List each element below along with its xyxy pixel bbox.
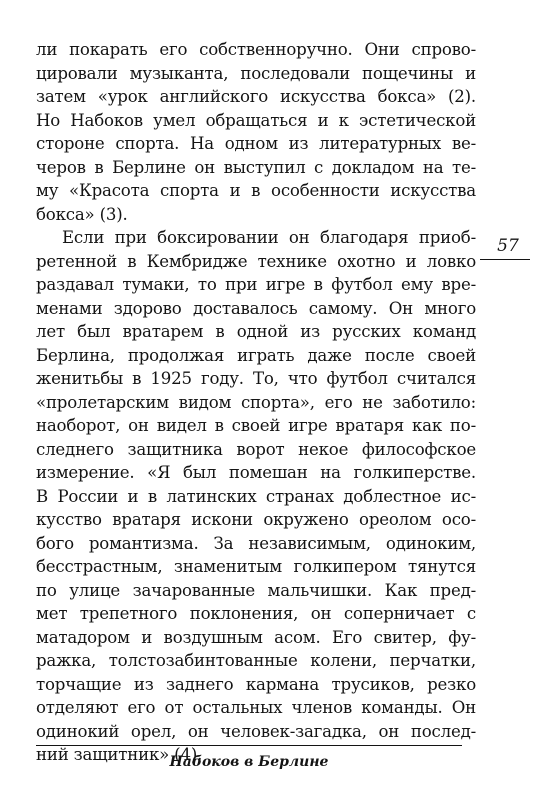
text-line: Берлина, продолжая играть даже после своей: [36, 345, 476, 365]
text-line: бокса» (3).: [36, 204, 128, 224]
text-line: «пролетарским видом спорта», его не заботило:: [36, 392, 476, 412]
text-line: отделяют его от остальных членов команды. Он: [36, 698, 476, 717]
text-line: женитьбы в 1925 году. То, что футбол считался: [36, 369, 476, 388]
paragraph-2: [36, 226, 476, 767]
text-line: раздавал тумаки, то при игре в футбол ему вре-: [36, 275, 476, 294]
text-line: следнего защитника ворот некое философское: [36, 439, 476, 459]
page-number-rule: [480, 259, 530, 260]
text-line: одинокий орел, он человек-загадка, он послед-: [36, 721, 476, 741]
text-line: бесстрастным, знаменитым голкипером тянутся: [36, 557, 476, 576]
paragraph-1: [36, 38, 476, 226]
text-line: стороне спорта. На одном из литературных ве-: [36, 134, 476, 153]
body-text: [36, 38, 476, 767]
text-line: цировали музыканта, последовали пощечины и: [36, 63, 476, 83]
text-line: бого романтизма. За независимым, одиноким,: [36, 533, 476, 553]
footer-rule: [36, 745, 462, 746]
text-line: ражка, толстозабинтованные колени, перчатки,: [36, 651, 476, 670]
text-line: наоборот, он видел в своей игре вратаря как по-: [36, 416, 476, 435]
text-line: торчащие из заднего кармана трусиков, резко: [36, 674, 476, 694]
text-line: черов в Берлине он выступил с докладом на те-: [36, 157, 476, 177]
text-line: В России и в латинских странах доблестное ис-: [36, 486, 476, 506]
text-line: Но Набоков умел обращаться и к эстетической: [36, 110, 476, 130]
text-line: лет был вратарем в одной из русских команд: [36, 322, 476, 341]
text-line: по улице зачарованные мальчишки. Как пред-: [36, 580, 476, 600]
text-line: менами здорово доставалось самому. Он много: [36, 298, 476, 318]
page-number: 57: [497, 236, 519, 256]
text-line: мет трепетного поклонения, он соперничает с: [36, 604, 476, 623]
text-line: ли покарать его собственноручно. Они спрово-: [36, 40, 476, 59]
text-line: кусство вратаря искони окружено ореолом осо-: [36, 510, 476, 529]
text-line: ний защитник» (4).: [36, 745, 203, 764]
text-line: Если при боксировании он благодаря приоб-: [62, 228, 476, 247]
text-line: затем «урок английского искусства бокса» (2).: [36, 87, 476, 106]
running-footer: Набоков в Берлине: [169, 754, 329, 770]
text-line: матадором и воздушным асом. Его свитер, фу-: [36, 627, 476, 647]
text-line: измерение. «Я был помешан на голкиперстве.: [36, 463, 476, 482]
text-line: ретенной в Кембридже технике охотно и ловко: [36, 251, 476, 271]
text-line: му «Красота спорта и в особенности искусства: [36, 181, 476, 200]
